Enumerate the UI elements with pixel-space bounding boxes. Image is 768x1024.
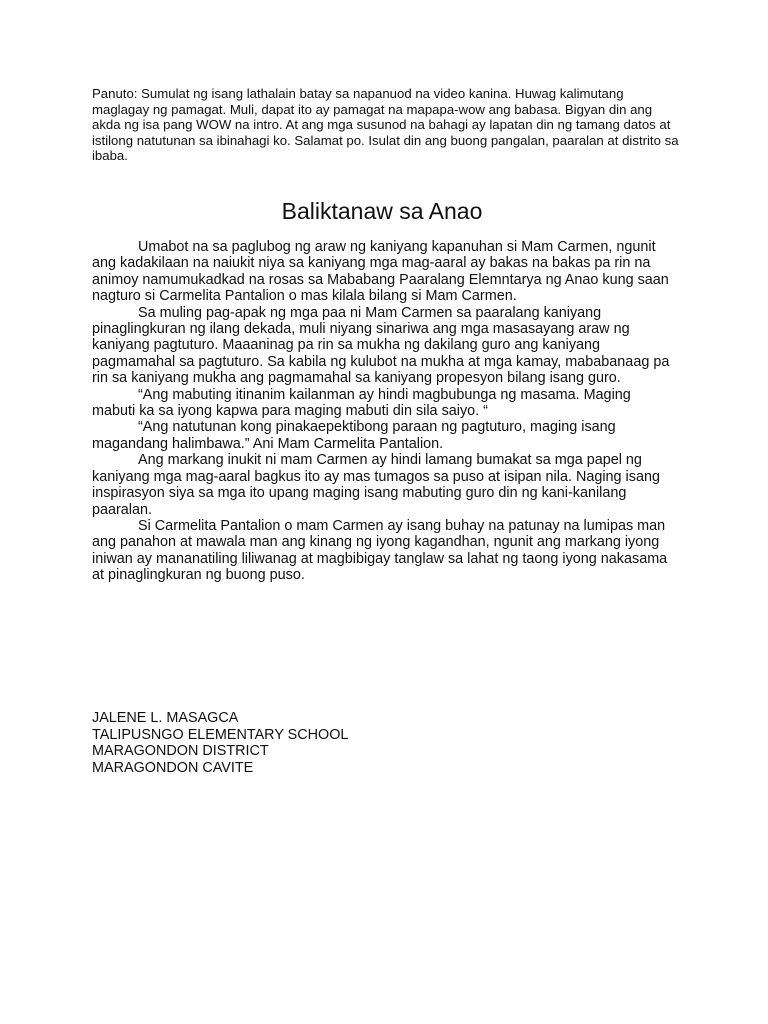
- location-name: MARAGONDON CAVITE: [92, 759, 254, 776]
- article-title: Baliktanaw sa Anao: [281, 198, 483, 224]
- paragraph-2: Sa muling pag-apak ng mga paa ni Mam Carmen sa paaralang kaniyang pinaglingkuran ng ilang dekada, muli niyang sinariwa ang mga masasayang araw ng kaniyang pagtuturo. Maaaninag pa rin sa mukha ng dakilang guro ang kaniyang pagmamahal sa pagtuturo. Sa kabila ng kulubot na mukha at mga kamay, mababanaag pa rin sa kaniyang mukha ang pagmamahal sa kaniyang propesyon bilang isang guro.: [92, 304, 670, 387]
- article-body: [92, 239, 677, 584]
- paragraph-5: Ang markang inukit ni mam Carmen ay hindi lamang bumakat sa mga papel ng kaniyang mga mag-aaral bagkus ito ay mas tumagos sa puso at isipan nila. Naging isang inspirasyon siya sa mga ito upang maging isang mabuting guro din ng kani-kanilang paaralan.: [92, 452, 660, 518]
- signature-block: [92, 710, 592, 776]
- instructions-text: Panuto: Sumulat ng isang lathalain batay sa napanuod na video kanina. Huwag kalimutang maglagay ng pamagat. Muli, dapat ito ay pamagat na mapapa-wow ang babasa. Bigyan din ang akda ng isa pang WOW na intro. At ang mga susunod na bahagi ay lapatan din ng tamang datos at istilong natutunan sa ibinahagi ko. Salamat po. Isulat din ang buong pangalan, paaralan at distrito sa ibaba.: [92, 86, 679, 164]
- author-name: JALENE L. MASAGCA: [92, 710, 239, 726]
- paragraph-1: Umabot na sa paglubog ng araw ng kaniyang kapanuhan si Mam Carmen, ngunit ang kadakilaan na naiukit niya sa kaniyang mga mag-aaral ay bakas na bakas pa rin na animoy namumukadkad na rosas sa Mababang Paaralang Elemntarya ng Anao kung saan nagturo si Carmelita Pantalion o mas kilala bilang si Mam Carmen.: [92, 239, 669, 305]
- paragraph-3-quote: “Ang mabuting itinanim kailanman ay hindi magbubunga ng masama. Maging mabuti ka sa iyong kapwa para maging mabuti din sila saiyo. “: [92, 386, 631, 420]
- paragraph-4-quote: “Ang natutunan kong pinakaepektibong paraan ng pagtuturo, maging isang magandang halimbawa.” Ani Mam Carmelita Pantalion.: [92, 419, 616, 452]
- paragraph-6: Si Carmelita Pantalion o mam Carmen ay isang buhay na patunay na lumipas man ang panahon at mawala man ang kinang ng iyong kagandhan, ngunit ang markang iyong iniwan ay mananatiling liliwanag at magbibigay tanglaw sa lahat ng taong iyong nakasama at pinaglingkuran ng buong puso.: [92, 517, 668, 584]
- district-name: MARAGONDON DISTRICT: [92, 743, 269, 760]
- school-name: TALIPUSNGO ELEMENTARY SCHOOL: [92, 726, 349, 743]
